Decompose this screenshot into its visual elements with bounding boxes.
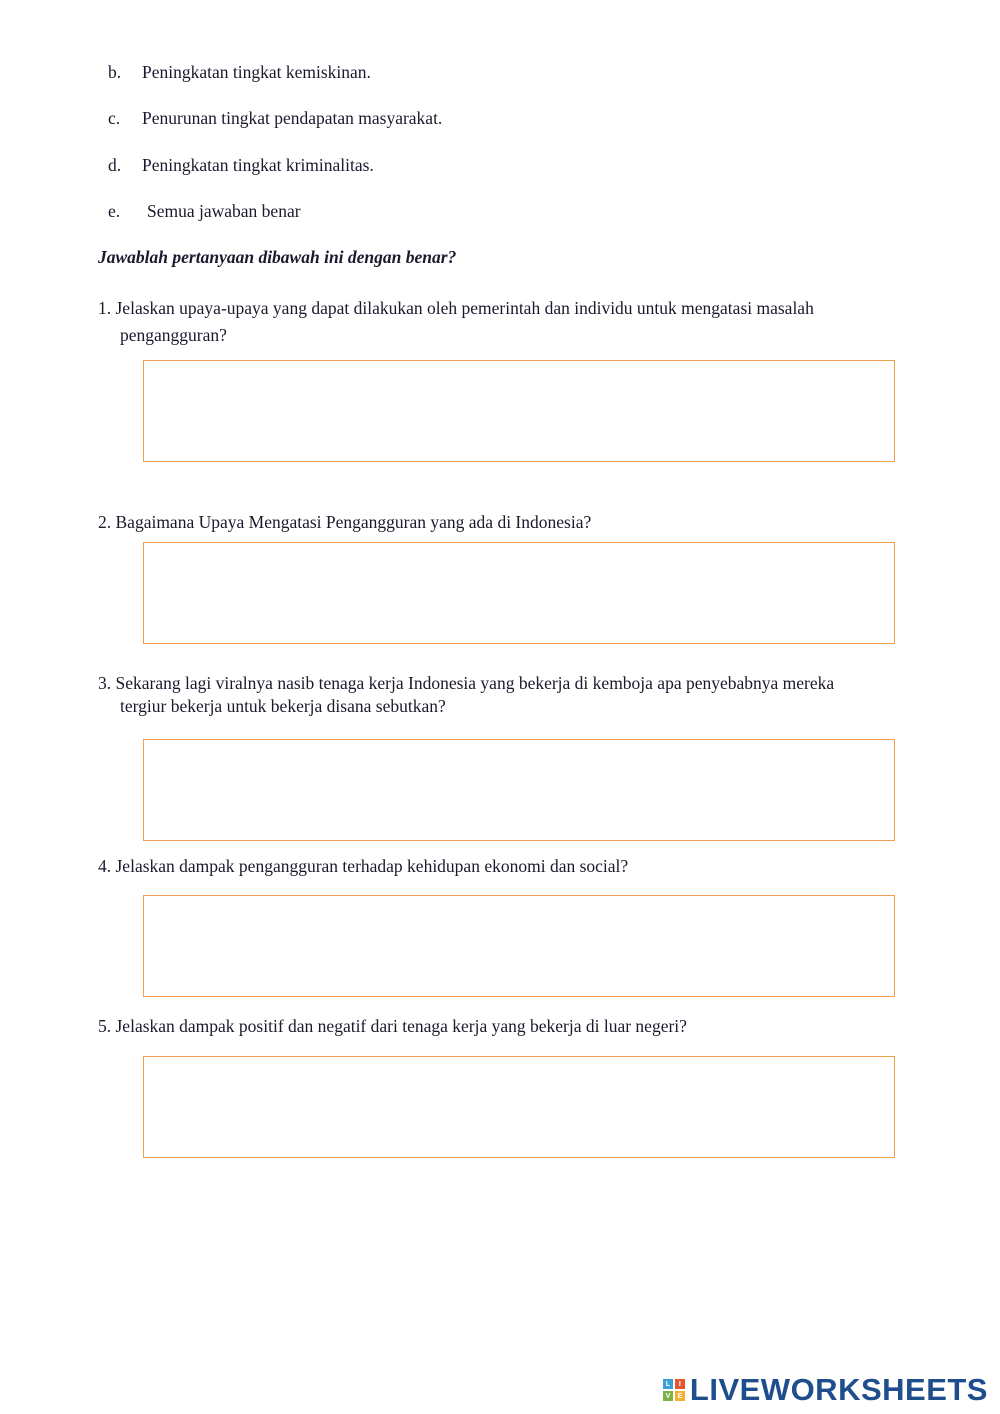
logo-letter-l: L [663,1379,673,1389]
brand-name: LIVEWORKSHEETS [689,1372,988,1407]
logo-letter-i: I [675,1379,685,1389]
question-text-continued: pengangguran? [120,325,227,345]
logo-icon [663,1379,685,1401]
question-2 [98,510,591,535]
answer-box-1[interactable] [143,360,895,462]
question-5 [98,1014,687,1039]
question-text: 2. Bagaimana Upaya Mengatasi Pengangguran yang ada di Indonesia? [98,512,592,532]
option-text: Penurunan tingkat pendapatan masyarakat. [142,108,443,128]
option-letter: b. [108,62,122,82]
question-text-continued: tergiur bekerja untuk bekerja disana sebutkan? [120,696,446,716]
option-c [108,108,442,129]
option-d [108,155,374,176]
question-text: 1. Jelaskan upaya-upaya yang dapat dilakukan oleh pemerintah dan individu untuk mengatasi masalah [98,298,814,318]
logo-letter-e: E [675,1391,685,1401]
option-text: Semua jawaban benar [147,201,301,221]
option-b [108,62,371,83]
question-text: 4. Jelaskan dampak pengangguran terhadap kehidupan ekonomi dan social? [98,856,629,876]
option-text: Peningkatan tingkat kemiskinan. [142,62,371,82]
instruction-heading: Jawablah pertanyaan dibawah ini dengan benar? [98,247,457,267]
question-text: 5. Jelaskan dampak positif dan negatif dari tenaga kerja yang bekerja di luar negeri? [98,1016,687,1036]
answer-box-5[interactable] [143,1056,895,1158]
option-letter: c. [108,108,121,128]
question-4 [98,854,628,879]
question-text: 3. Sekarang lagi viralnya nasib tenaga kerja Indonesia yang bekerja di kemboja apa penyebabnya mereka [98,673,835,693]
option-letter: e. [108,201,121,221]
answer-box-2[interactable] [143,542,895,644]
answer-box-4[interactable] [143,895,895,997]
option-text: Peningkatan tingkat kriminalitas. [142,155,374,175]
question-1 [98,296,814,348]
logo-letter-v: V [663,1391,673,1401]
option-letter: d. [108,155,122,175]
question-3 [98,671,834,719]
answer-box-3[interactable] [143,739,895,841]
liveworksheets-logo [663,1372,988,1408]
option-e [108,201,301,222]
